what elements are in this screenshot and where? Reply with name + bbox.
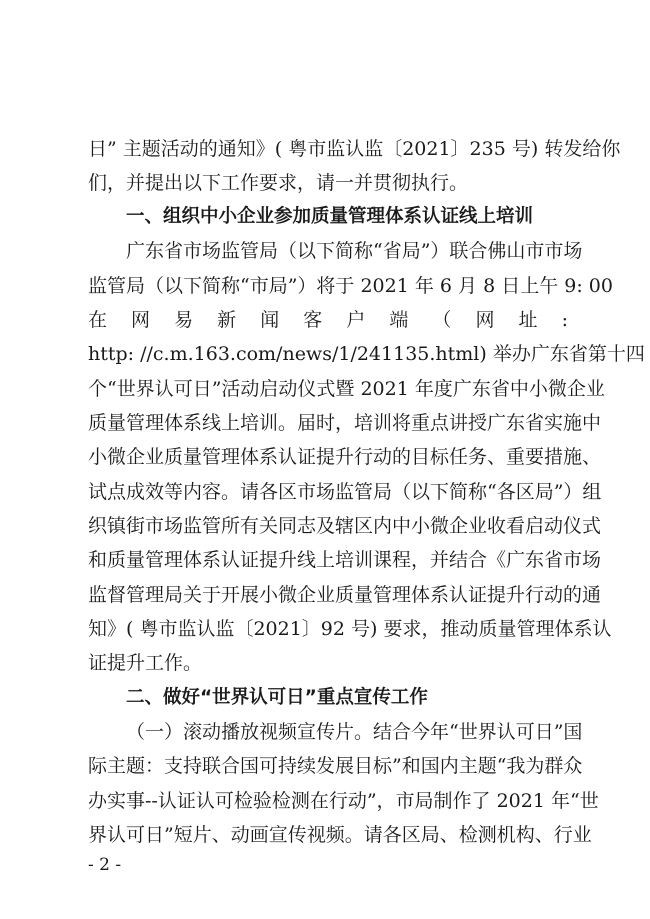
paragraph-line: 试点成效等内容。请各区市场监管局（以下简称“各区局”）组 <box>88 481 602 503</box>
paragraph-line: 监管局（以下简称“市局”）将于 2021 年 6 月 8 日上午 9: 00 <box>88 275 613 297</box>
page-number: - 2 - <box>88 855 122 875</box>
paragraph-line: 织镇街市场监管所有关同志及辖区内中小微企业收看启动仪式 <box>88 515 602 537</box>
paragraph-line: 界认可日”短片、动画宣传视频。请各区局、检测机构、行业 <box>88 824 592 846</box>
paragraph-line: 和质量管理体系认证提升线上培训课程，并结合《广东省市场 <box>88 549 602 571</box>
paragraph-line: 知》( 粤市监认监〔2021〕92 号) 要求，推动质量管理体系认 <box>88 618 612 640</box>
paragraph-line: 个“世界认可日”活动启动仪式暨 2021 年度广东省中小微企业 <box>88 378 605 400</box>
paragraph-line: 质量管理体系线上培训。届时，培训将重点讲授广东省实施中 <box>88 412 602 434</box>
paragraph-line: 证提升工作。 <box>88 652 203 674</box>
paragraph-line: （一）滚动播放视频宣传片。结合今年“世界认可日”国 <box>126 721 583 743</box>
paragraph-line: 广东省市场监管局（以下简称“省局”）联合佛山市市场 <box>126 240 583 262</box>
paragraph-line: 际主题：支持联合国可持续发展目标”和国内主题“我为群众 <box>88 755 583 777</box>
section-heading-2: 二、做好“世界认可日”重点宣传工作 <box>126 687 428 708</box>
section-heading-1: 一、组织中小企业参加质量管理体系认证线上培训 <box>126 206 534 227</box>
paragraph-line: 小微企业质量管理体系认证提升行动的目标任务、重要措施、 <box>88 446 602 468</box>
paragraph-line: 监督管理局关于开展小微企业质量管理体系认证提升行动的通 <box>88 584 602 606</box>
paragraph-line: 办实事--认证认可检验检测在行动”，市局制作了 2021 年“世 <box>88 790 599 812</box>
paragraph-line: 日” 主题活动的通知》( 粤市监认监〔2021〕235 号) 转发给你 <box>88 138 621 160</box>
paragraph-line: 在 网 易 新 闻 客 户 端 （ 网 址 : <box>88 309 568 331</box>
paragraph-line: http: //c.m.163.com/news/1/241135.html) 举办广东省第十四 <box>88 343 645 365</box>
paragraph-line: 们，并提出以下工作要求，请一并贯彻执行。 <box>88 172 469 194</box>
